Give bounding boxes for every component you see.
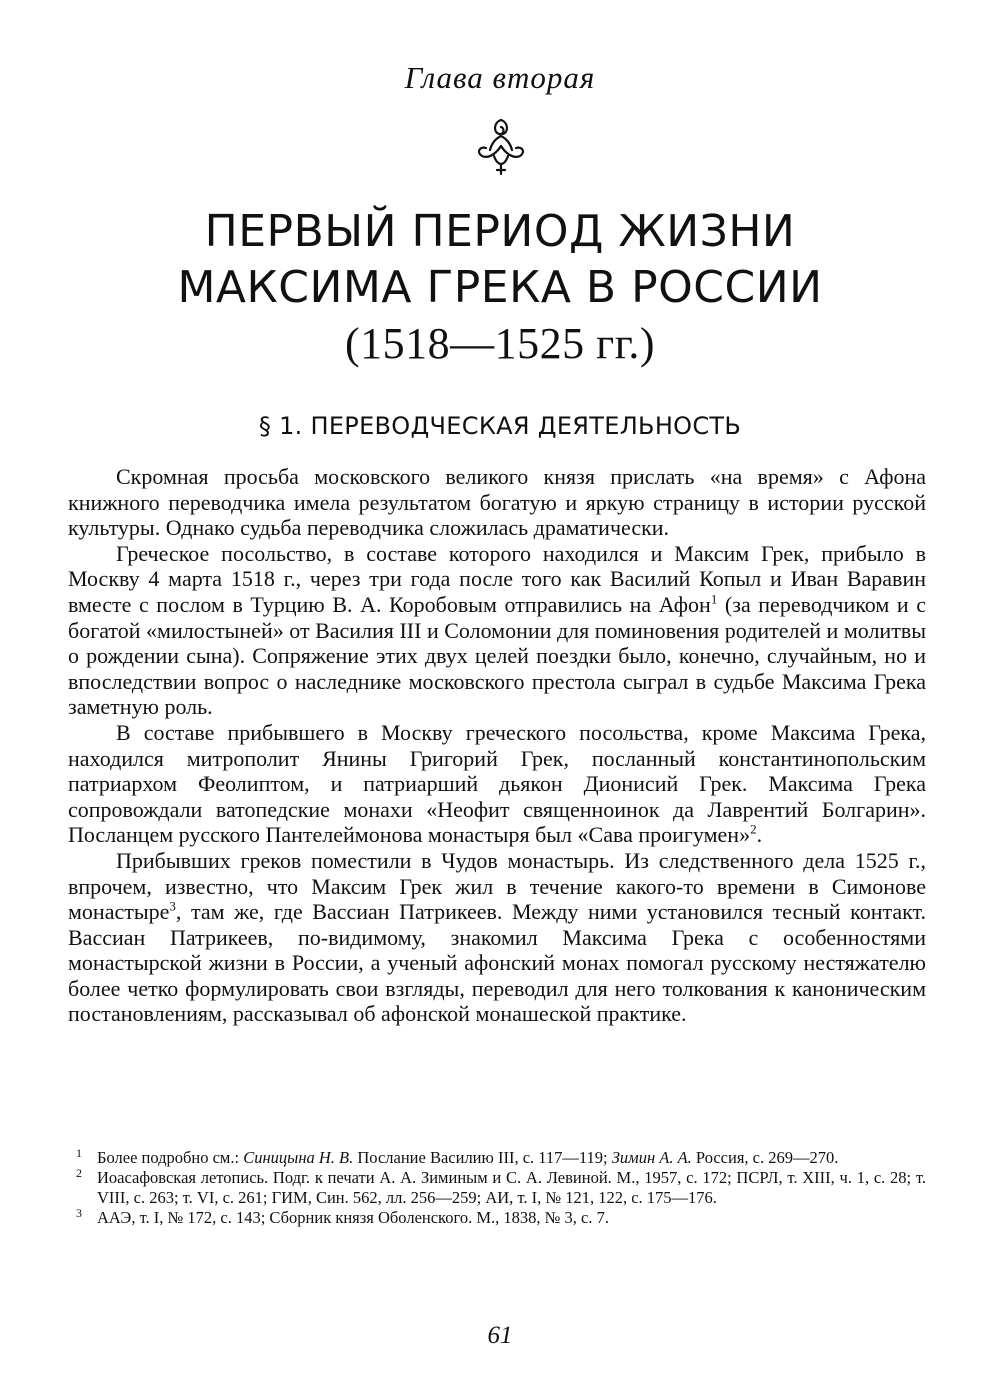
chapter-title (0, 204, 1000, 372)
paragraph-3-text-b: . (756, 822, 763, 848)
footnote-1-text-e: Россия, с. 269—270. (691, 1148, 839, 1167)
chapter-title-line-2: МАКСИМА ГРЕКА В РОССИИ (177, 262, 823, 313)
footnote-2-text: Иоасафовская летопись. Подг. к печати А. А. Зиминым и С. А. Левиной. М., 1957, с. 172; ПСРЛ, т. XIII, ч. 1, с. 28; т. VIII, с. 263; т. VI, с. 261; ГИМ, Син. 562, лл. 256—259; АИ, т. I, № 121, 122, с. 175—176. (97, 1168, 926, 1207)
paragraph-3 (68, 720, 926, 848)
footnote-3-mark: 3 (76, 1206, 82, 1221)
paragraph-1: Скромная просьба московского великого князя прислать «на время» с Афона книжного переводчика имела результатом богатую и яркую страницу в истории русской культуры. Однако судьба переводчика сложилась драматически. (68, 464, 926, 541)
footnote-1-text-c: Послание Василию III, с. 117—119; (353, 1148, 612, 1167)
footnote-1-text-a: Более подробно см.: (97, 1148, 244, 1167)
footnote-1-author-1: Синицына Н. В. (243, 1148, 354, 1167)
footnote-2 (76, 1168, 926, 1207)
chapter-title-line-1: ПЕРВЫЙ ПЕРИОД ЖИЗНИ (204, 206, 796, 257)
footnote-ref-3[interactable]: 3 (169, 898, 176, 914)
floral-ornament-icon (466, 112, 536, 178)
footnote-ref-1[interactable]: 1 (710, 591, 718, 607)
footnote-1-mark: 1 (76, 1146, 82, 1160)
footnote-1-author-2: Зимин А. А. (611, 1148, 692, 1167)
chapter-label: Глава вторая (404, 60, 596, 95)
body-text (68, 464, 926, 1027)
section-heading: § 1. ПЕРЕВОДЧЕСКАЯ ДЕЯТЕЛЬНОСТЬ (258, 412, 742, 440)
footnote-3 (76, 1208, 926, 1227)
paragraph-2 (68, 541, 926, 720)
footnote-ref-2[interactable]: 2 (750, 821, 757, 837)
paragraph-4 (68, 848, 926, 1027)
footnote-3-text: ААЭ, т. I, № 172, с. 143; Сборник князя Оболенского. М., 1838, № 3, с. 7. (97, 1208, 609, 1228)
paragraph-3-text-a: В составе прибывшего в Москву греческого посольства, кроме Максима Грека, находился митрополит Янины Григорий Грек, посланный константинопольским патриархом Феолиптом, и патриарший дьякон Дионисий Грек. Максима Грека сопровождали ватопедские монахи «Неофит священноинок да Лаврентий Болгарин». Посланцем русского Пантелеймонова монастыря был «Сава проигумен» (68, 719, 926, 848)
footnotes (76, 1148, 926, 1229)
footnote-1 (76, 1148, 926, 1167)
paragraph-2-text-b: (за переводчиком и с богатой «милостыней» от Василия III и Соломонии для поминовения родителей и молитвы о рождении сына). Сопряжение этих двух целей поездки было, конечно, случайным, но и впоследствии вопрос о наследнике московского престола сыграл в судьбе Максима Грека заметную роль. (68, 591, 926, 720)
chapter-title-years: (1518—1525 гг.) (345, 319, 655, 368)
footnote-2-mark: 2 (76, 1166, 82, 1181)
paragraph-4-text-b: , там же, где Вассиан Патрикеев. Между ними установился тесный контакт. Вассиан Патрикеев, по-видимому, знакомил Максима Грека с особенностями монастырской жизни в России, а ученый афонский монах помогал русскому нестяжателю более четко формулировать свои взгляды, переводил для него толкования к каноническим постановлениям, рассказывал об афонской монашеской практике. (68, 899, 926, 1027)
paragraph-2-text-a: Греческое посольство, в составе которого находился и Максим Грек, прибыло в Москву 4 марта 1518 г., через три года после того как Василий Копыл и Иван Варавин вместе с послом в Турцию В. А. Коробовым отправились на Афон (68, 540, 926, 617)
page-number: 61 (487, 1322, 513, 1349)
paragraph-4-text-a: Прибывших греков поместили в Чудов монастырь. Из следственного дела 1525 г., впрочем, известно, что Максим Грек жил в течение какого-то времени в Симонове монастыре (68, 847, 926, 925)
